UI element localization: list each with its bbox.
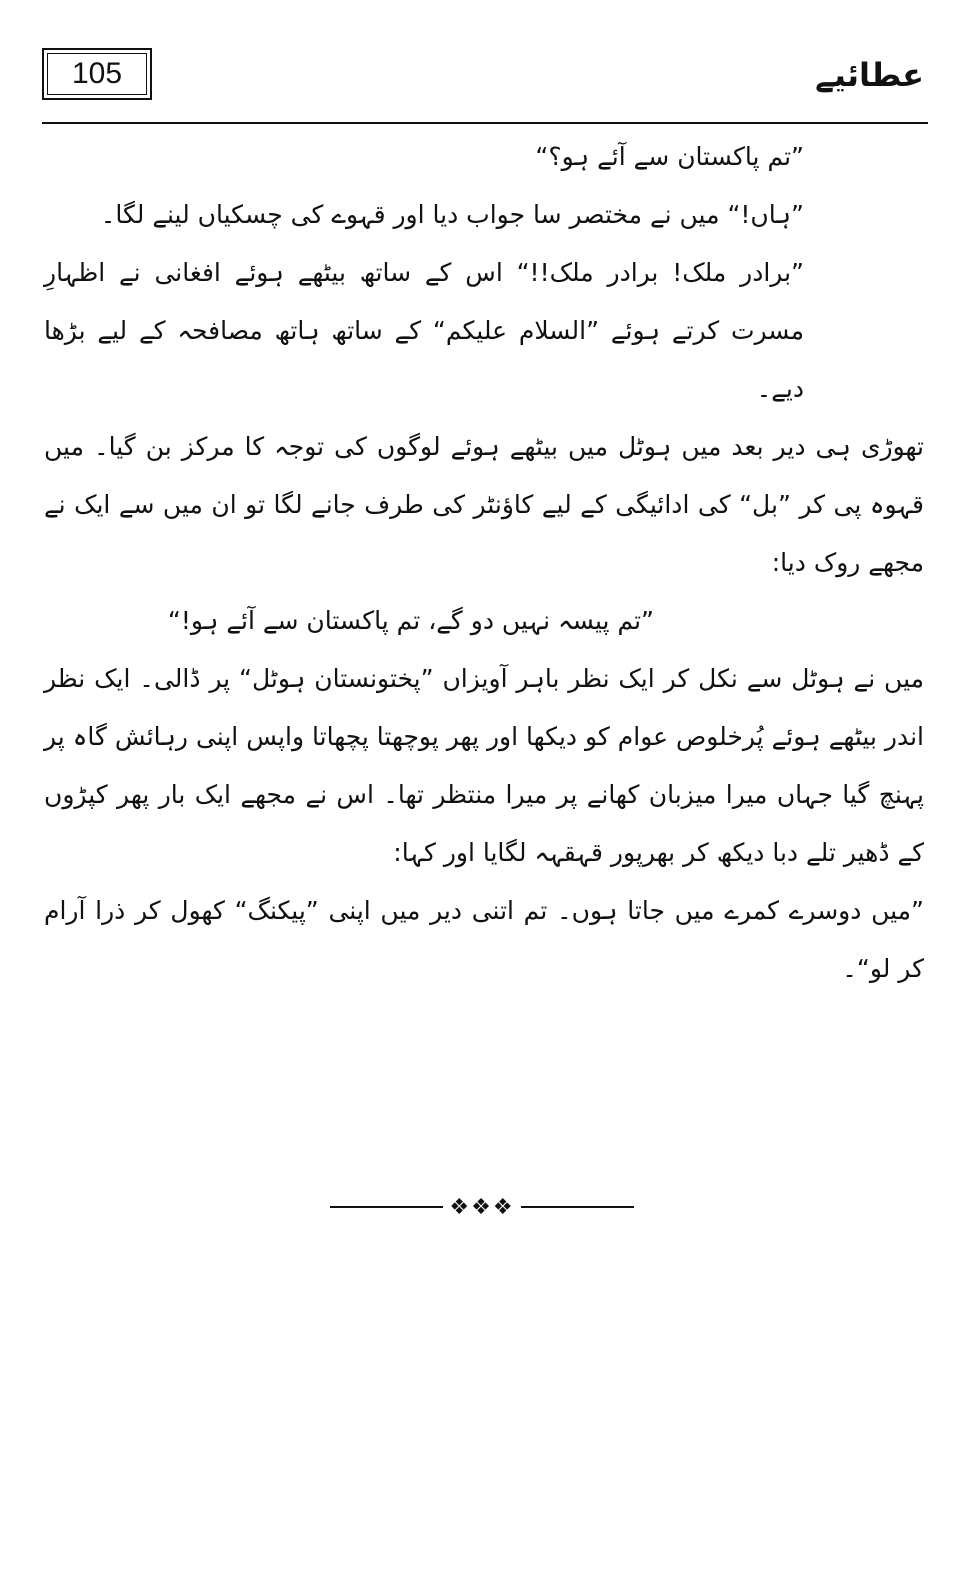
paragraph-return-home: میں نے ہوٹل سے نکل کر ایک نظر باہر آویزاں ”پختونستان ہوٹل“ پر ڈالی۔ ایک نظر اندر بیٹھے ہوئے پُرخلوص عوام کو دیکھا اور پھر پوچھتا پچھاتا واپس اپنی رہائش گاہ پر پہنچ گیا جہاں میرا میزبان کھانے پر میرا منتظر تھا۔ اس نے مجھے ایک بار پھر کپڑوں کے ڈھیر تلے دبا دیکھ کر بھرپور قہقہہ لگایا اور کہا: xyxy=(44,664,924,867)
body-text xyxy=(44,128,924,998)
ornament-line-right xyxy=(521,1206,634,1208)
paragraph-rest: ”میں دوسرے کمرے میں جاتا ہوں۔ تم اتنی دیر میں اپنی ”پیکنگ“ کھول کر ذرا آرام کر لو“۔ xyxy=(44,896,924,983)
paragraph-greeting: ”برادر ملک! برادر ملک!!“ اس کے ساتھ بیٹھے ہوئے افغانی نے اظہارِ مسرت کرتے ہوئے ”السلام علیکم“ کے ساتھ ہاتھ مصافحہ کے لیے بڑھا دیے۔ xyxy=(44,258,804,403)
running-header-title: عطائیے xyxy=(815,56,924,94)
ornament-diamonds-icon: ❖❖❖ xyxy=(449,1194,515,1220)
paragraph-question: ”تم پاکستان سے آئے ہو؟“ xyxy=(535,142,804,171)
paragraph-no-payment: ”تم پیسہ نہیں دو گے، تم پاکستان سے آئے ہو!“ xyxy=(167,606,654,635)
ornament-line-left xyxy=(330,1206,443,1208)
page-number: 105 xyxy=(71,57,123,90)
paragraph-hotel-attention: تھوڑی ہی دیر بعد میں ہوٹل میں بیٹھے ہوئے لوگوں کی توجہ کا مرکز بن گیا۔ میں قہوہ پی کر ”بل“ کی ادائیگی کے لیے کاؤنٹر کی طرف جانے لگا تو ان میں سے ایک نے مجھے روک دیا: xyxy=(44,432,924,577)
section-end-ornament xyxy=(330,1192,634,1222)
page-number-box xyxy=(42,48,152,100)
header-divider xyxy=(42,122,928,124)
paragraph-reply: ”ہاں!“ میں نے مختصر سا جواب دیا اور قہوے کی چسکیاں لینے لگا۔ xyxy=(100,200,804,229)
